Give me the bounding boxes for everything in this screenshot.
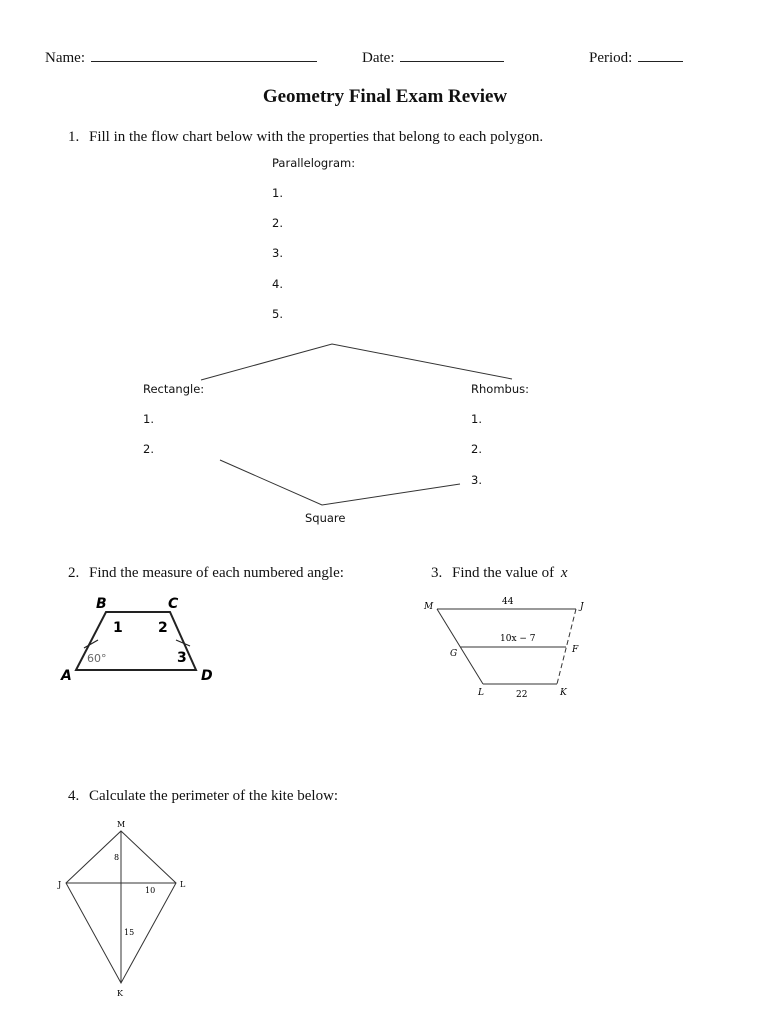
- question-2-prompt: Find the measure of each numbered angle:: [89, 565, 344, 581]
- vertex-m-label: M: [117, 820, 126, 829]
- question-1-prompt: Fill in the flow chart below with the properties that belong to each polygon.: [89, 129, 544, 145]
- vertex-k-label: K: [560, 688, 567, 698]
- vertex-m-label: M: [424, 602, 434, 612]
- parallelogram-item: 2.: [272, 216, 283, 230]
- rectangle-heading: Rectangle:: [143, 382, 205, 396]
- vertex-a-label: A: [61, 668, 72, 684]
- question-3-number: 3.: [431, 565, 443, 581]
- vertex-k-label: K: [117, 989, 123, 998]
- question-2-number: 2.: [68, 565, 80, 581]
- vertex-j-label: J: [580, 602, 584, 612]
- date-label: Date:: [362, 50, 395, 66]
- vertex-g-label: G: [450, 649, 458, 659]
- rectangle-item: 1.: [143, 412, 154, 426]
- midsegment-length-label: 10x − 7: [500, 634, 536, 644]
- vertex-b-label: B: [96, 596, 107, 612]
- parallelogram-item: 1.: [272, 186, 283, 200]
- angle-3-label: 3: [177, 650, 187, 666]
- square-heading: Square: [305, 511, 346, 525]
- bottom-length-label: 22: [516, 690, 528, 700]
- rhombus-item: 1.: [471, 412, 482, 426]
- given-angle-label: 60°: [87, 652, 107, 665]
- question-4-prompt: Calculate the perimeter of the kite below:: [89, 788, 339, 804]
- segment-10-label: 10: [145, 886, 156, 895]
- vertex-f-label: F: [572, 645, 579, 655]
- segment-8-label: 8: [114, 853, 120, 862]
- vertex-d-label: D: [201, 668, 213, 684]
- vertex-j-label: J: [58, 880, 62, 889]
- name-label: Name:: [45, 50, 85, 66]
- parallelogram-item: 4.: [272, 277, 283, 291]
- question-3-prompt: Find the value of: [452, 565, 555, 581]
- question-3-variable: x: [560, 565, 568, 581]
- period-label: Period:: [589, 50, 633, 66]
- angle-1-label: 1: [113, 620, 123, 636]
- top-length-label: 44: [502, 597, 514, 607]
- angle-2-label: 2: [158, 620, 168, 636]
- question-1-number: 1.: [68, 129, 80, 145]
- page-title: Geometry Final Exam Review: [262, 86, 508, 107]
- vertex-l-label: L: [180, 880, 186, 889]
- rhombus-heading: Rhombus:: [471, 382, 529, 396]
- parallelogram-heading: Parallelogram:: [272, 156, 356, 170]
- rectangle-item: 2.: [143, 442, 154, 456]
- rhombus-item: 3.: [471, 473, 482, 487]
- vertex-l-label: L: [478, 688, 484, 698]
- parallelogram-item: 3.: [272, 246, 283, 260]
- segment-15-label: 15: [124, 928, 135, 937]
- rhombus-item: 2.: [471, 442, 482, 456]
- question-4-number: 4.: [68, 788, 80, 804]
- vertex-c-label: C: [168, 596, 179, 612]
- parallelogram-item: 5.: [272, 307, 283, 321]
